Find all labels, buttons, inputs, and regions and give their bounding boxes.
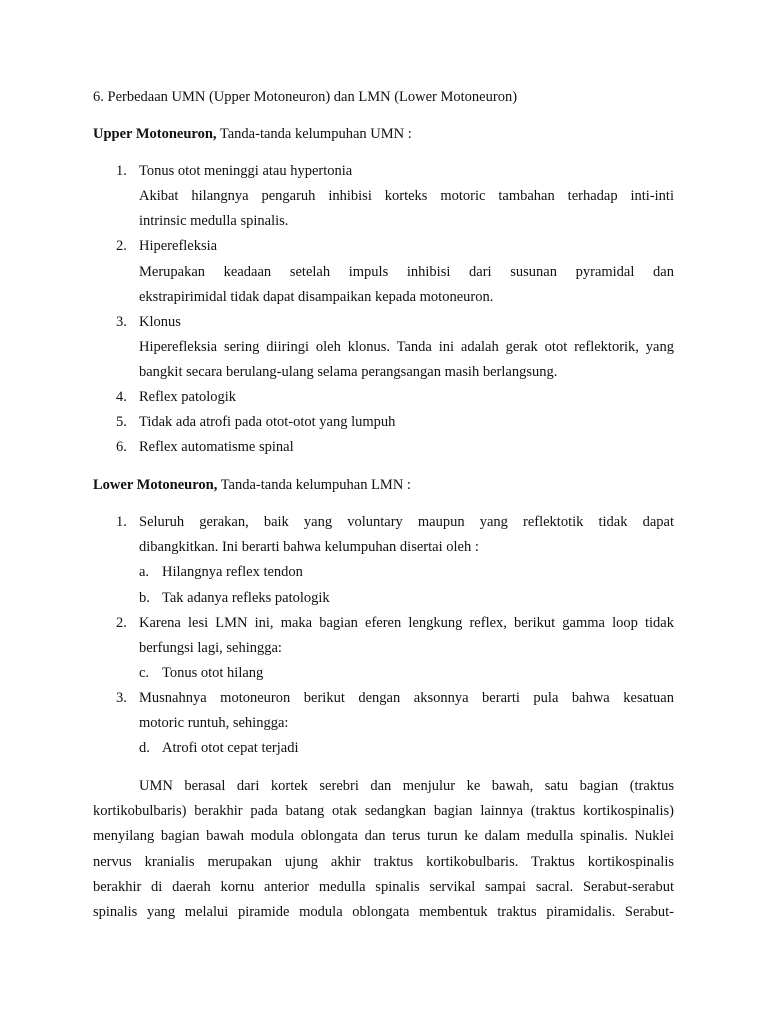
- lmn-subitem-text: Tonus otot hilang: [162, 665, 264, 681]
- lmn-item-text-line: Musnahnya motoneuron berikut dengan aksonnya berarti pula bahwa kesatuan: [139, 690, 674, 706]
- umn-item-desc-line: bangkit secara berulang-ulang selama perangsangan masih berlangsung.: [139, 364, 558, 380]
- umn-item-number: 2.: [116, 238, 127, 254]
- lmn-item-number: 1.: [116, 514, 127, 530]
- umn-item-number: 3.: [116, 314, 127, 330]
- umn-subheading-bold: Upper Motoneuron,: [93, 126, 217, 142]
- umn-item-title: Tidak ada atrofi pada otot-otot yang lumpuh: [139, 414, 396, 430]
- body-paragraph-line: UMN berasal dari kortek serebri dan menjulur ke bawah, satu bagian (traktus: [139, 778, 674, 794]
- body-paragraph-line: spinalis yang melalui piramide modula oblongata membentuk traktus piramidalis. Serabut-: [93, 904, 674, 920]
- umn-item-desc-line: ekstrapirimidal tidak dapat disampaikan kepada motoneuron.: [139, 289, 494, 305]
- umn-subheading: [93, 125, 412, 143]
- lmn-subheading: [93, 476, 411, 494]
- umn-item-title: Tonus otot meninggi atau hypertonia: [139, 163, 353, 179]
- umn-item-number: 5.: [116, 414, 127, 430]
- lmn-subitem-letter: d.: [139, 740, 150, 756]
- umn-item-desc-line: intrinsic medulla spinalis.: [139, 213, 289, 229]
- umn-item-title: Klonus: [139, 314, 181, 330]
- lmn-subheading-text: Tanda-tanda kelumpuhan LMN :: [217, 477, 411, 493]
- umn-item-desc-line: Merupakan keadaan setelah impuls inhibisi dari susunan pyramidal dan: [139, 264, 674, 280]
- lmn-subheading-bold: Lower Motoneuron,: [93, 477, 218, 493]
- umn-item-title: Reflex automatisme spinal: [139, 439, 294, 455]
- umn-item-number: 1.: [116, 163, 127, 179]
- lmn-subitem-letter: a.: [139, 564, 150, 580]
- lmn-item-number: 3.: [116, 690, 127, 706]
- lmn-subitem-letter: c.: [139, 665, 150, 681]
- body-paragraph-line: nervus kranialis merupakan ujung akhir traktus kortikobulbaris. Traktus kortikospinalis: [93, 854, 674, 870]
- lmn-item-text-line: motoric runtuh, sehingga:: [139, 715, 289, 731]
- lmn-item-text-line: Karena lesi LMN ini, maka bagian eferen lengkung reflex, berikut gamma loop tidak: [139, 615, 674, 631]
- lmn-subitem-text: Hilangnya reflex tendon: [162, 564, 303, 580]
- lmn-subitem-text: Tak adanya refleks patologik: [162, 590, 330, 606]
- body-paragraph-line: kortikobulbaris) berakhir pada batang otak sedangkan bagian lainnya (traktus kortikospinalis): [93, 803, 674, 819]
- umn-item-title: Reflex patologik: [139, 389, 237, 405]
- umn-item-number: 4.: [116, 389, 127, 405]
- umn-item-desc-line: Akibat hilangnya pengaruh inhibisi korteks motoric tambahan terhadap inti-inti: [139, 188, 674, 204]
- lmn-item-text-line: Seluruh gerakan, baik yang voluntary maupun yang reflektotik tidak dapat: [139, 514, 674, 530]
- body-paragraph-line: berakhir di daerah kornu anterior medulla spinalis servikal sampai sacral. Serabut-serabut: [93, 879, 674, 895]
- body-paragraph-line: menyilang bagian bawah modula oblongata dan terus turun ke dalam medulla spinalis. Nuklei: [93, 828, 674, 844]
- umn-item-number: 6.: [116, 439, 127, 455]
- lmn-subitem-text: Atrofi otot cepat terjadi: [162, 740, 299, 756]
- lmn-subitem-letter: b.: [139, 590, 150, 606]
- umn-item-title: Hiperefleksia: [139, 238, 218, 254]
- umn-item-desc-line: Hiperefleksia sering diiringi oleh klonus. Tanda ini adalah gerak otot reflektorik, yang: [139, 339, 674, 355]
- section-heading: 6. Perbedaan UMN (Upper Motoneuron) dan LMN (Lower Motoneuron): [93, 89, 518, 105]
- lmn-item-text-line: dibangkitkan. Ini berarti bahwa kelumpuhan disertai oleh :: [139, 539, 479, 555]
- lmn-item-number: 2.: [116, 615, 127, 631]
- lmn-item-text-line: berfungsi lagi, sehingga:: [139, 640, 282, 656]
- umn-subheading-text: Tanda-tanda kelumpuhan UMN :: [216, 126, 412, 142]
